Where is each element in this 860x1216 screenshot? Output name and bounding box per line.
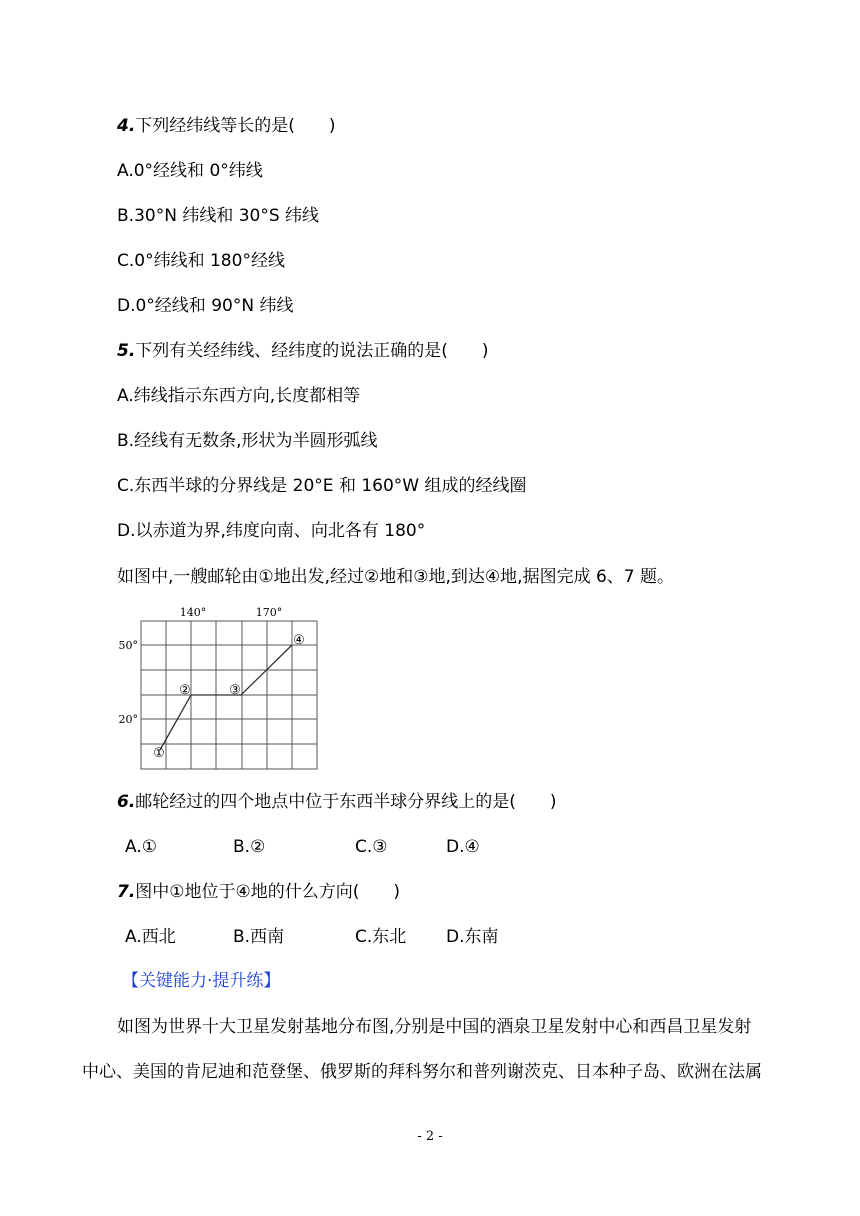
- question-text: 邮轮经过的四个地点中位于东西半球分界线上的是( ): [135, 792, 557, 812]
- q4-option-b: B.30°N 纬线和 30°S 纬线: [117, 206, 320, 226]
- q6-option-c: C.③: [355, 837, 388, 857]
- route-grid-figure: [108, 600, 328, 775]
- paragraph-line-2: 中心、美国的肯尼迪和范登堡、俄罗斯的拜科努尔和普列谢茨克、日本种子岛、欧洲在法属: [82, 1062, 762, 1082]
- page-number: - 2 -: [417, 1129, 443, 1144]
- q5-option-c: C.东西半球的分界线是 20°E 和 160°W 组成的经线圈: [117, 476, 527, 496]
- question-text: 下列经纬线等长的是( ): [135, 116, 336, 136]
- q5-option-d: D.以赤道为界,纬度向南、向北各有 180°: [117, 521, 426, 541]
- q5-option-a: A.纬线指示东西方向,长度都相等: [117, 386, 361, 406]
- point-1-label: ①: [153, 746, 165, 761]
- lon-label-140: 140°: [179, 606, 207, 619]
- q5-option-b: B.经线有无数条,形状为半圆形弧线: [117, 431, 378, 451]
- q7-option-c: C.东北: [355, 927, 407, 947]
- section-title: 【关键能力·提升练】: [122, 971, 281, 991]
- q6-option-b: B.②: [233, 837, 266, 857]
- q6-option-d: D.④: [446, 837, 480, 857]
- question-number: 6.: [117, 792, 136, 812]
- point-2-label: ②: [179, 683, 191, 698]
- question-4-stem: [117, 115, 336, 137]
- question-7-stem: [117, 881, 400, 903]
- question-6-stem: [117, 791, 557, 813]
- intro-text: 如图中,一艘邮轮由①地出发,经过②地和③地,到达④地,据图完成 6、7 题。: [117, 567, 675, 587]
- q4-option-c: C.0°纬线和 180°经线: [117, 251, 285, 271]
- lon-label-170: 170°: [255, 606, 283, 619]
- lat-label-50: 50°: [118, 639, 138, 652]
- point-3-label: ③: [229, 683, 241, 698]
- q4-option-d: D.0°经线和 90°N 纬线: [117, 296, 294, 316]
- lat-label-20: 20°: [118, 713, 138, 726]
- q6-option-a: A.①: [125, 837, 157, 857]
- q7-option-d: D.东南: [446, 927, 499, 947]
- q7-option-b: B.西南: [233, 927, 285, 947]
- question-number: 4.: [117, 116, 136, 136]
- paragraph-line-1: 如图为世界十大卫星发射基地分布图,分别是中国的酒泉卫星发射中心和西昌卫星发射: [117, 1017, 752, 1037]
- point-4-label: ④: [293, 633, 305, 648]
- question-number: 5.: [117, 341, 136, 361]
- question-text: 图中①地位于④地的什么方向( ): [135, 882, 401, 902]
- question-number: 7.: [117, 882, 136, 902]
- q7-option-a: A.西北: [125, 927, 176, 947]
- question-5-stem: [117, 340, 489, 362]
- q4-option-a: A.0°经线和 0°纬线: [117, 161, 263, 181]
- question-text: 下列有关经纬线、经纬度的说法正确的是( ): [135, 341, 489, 361]
